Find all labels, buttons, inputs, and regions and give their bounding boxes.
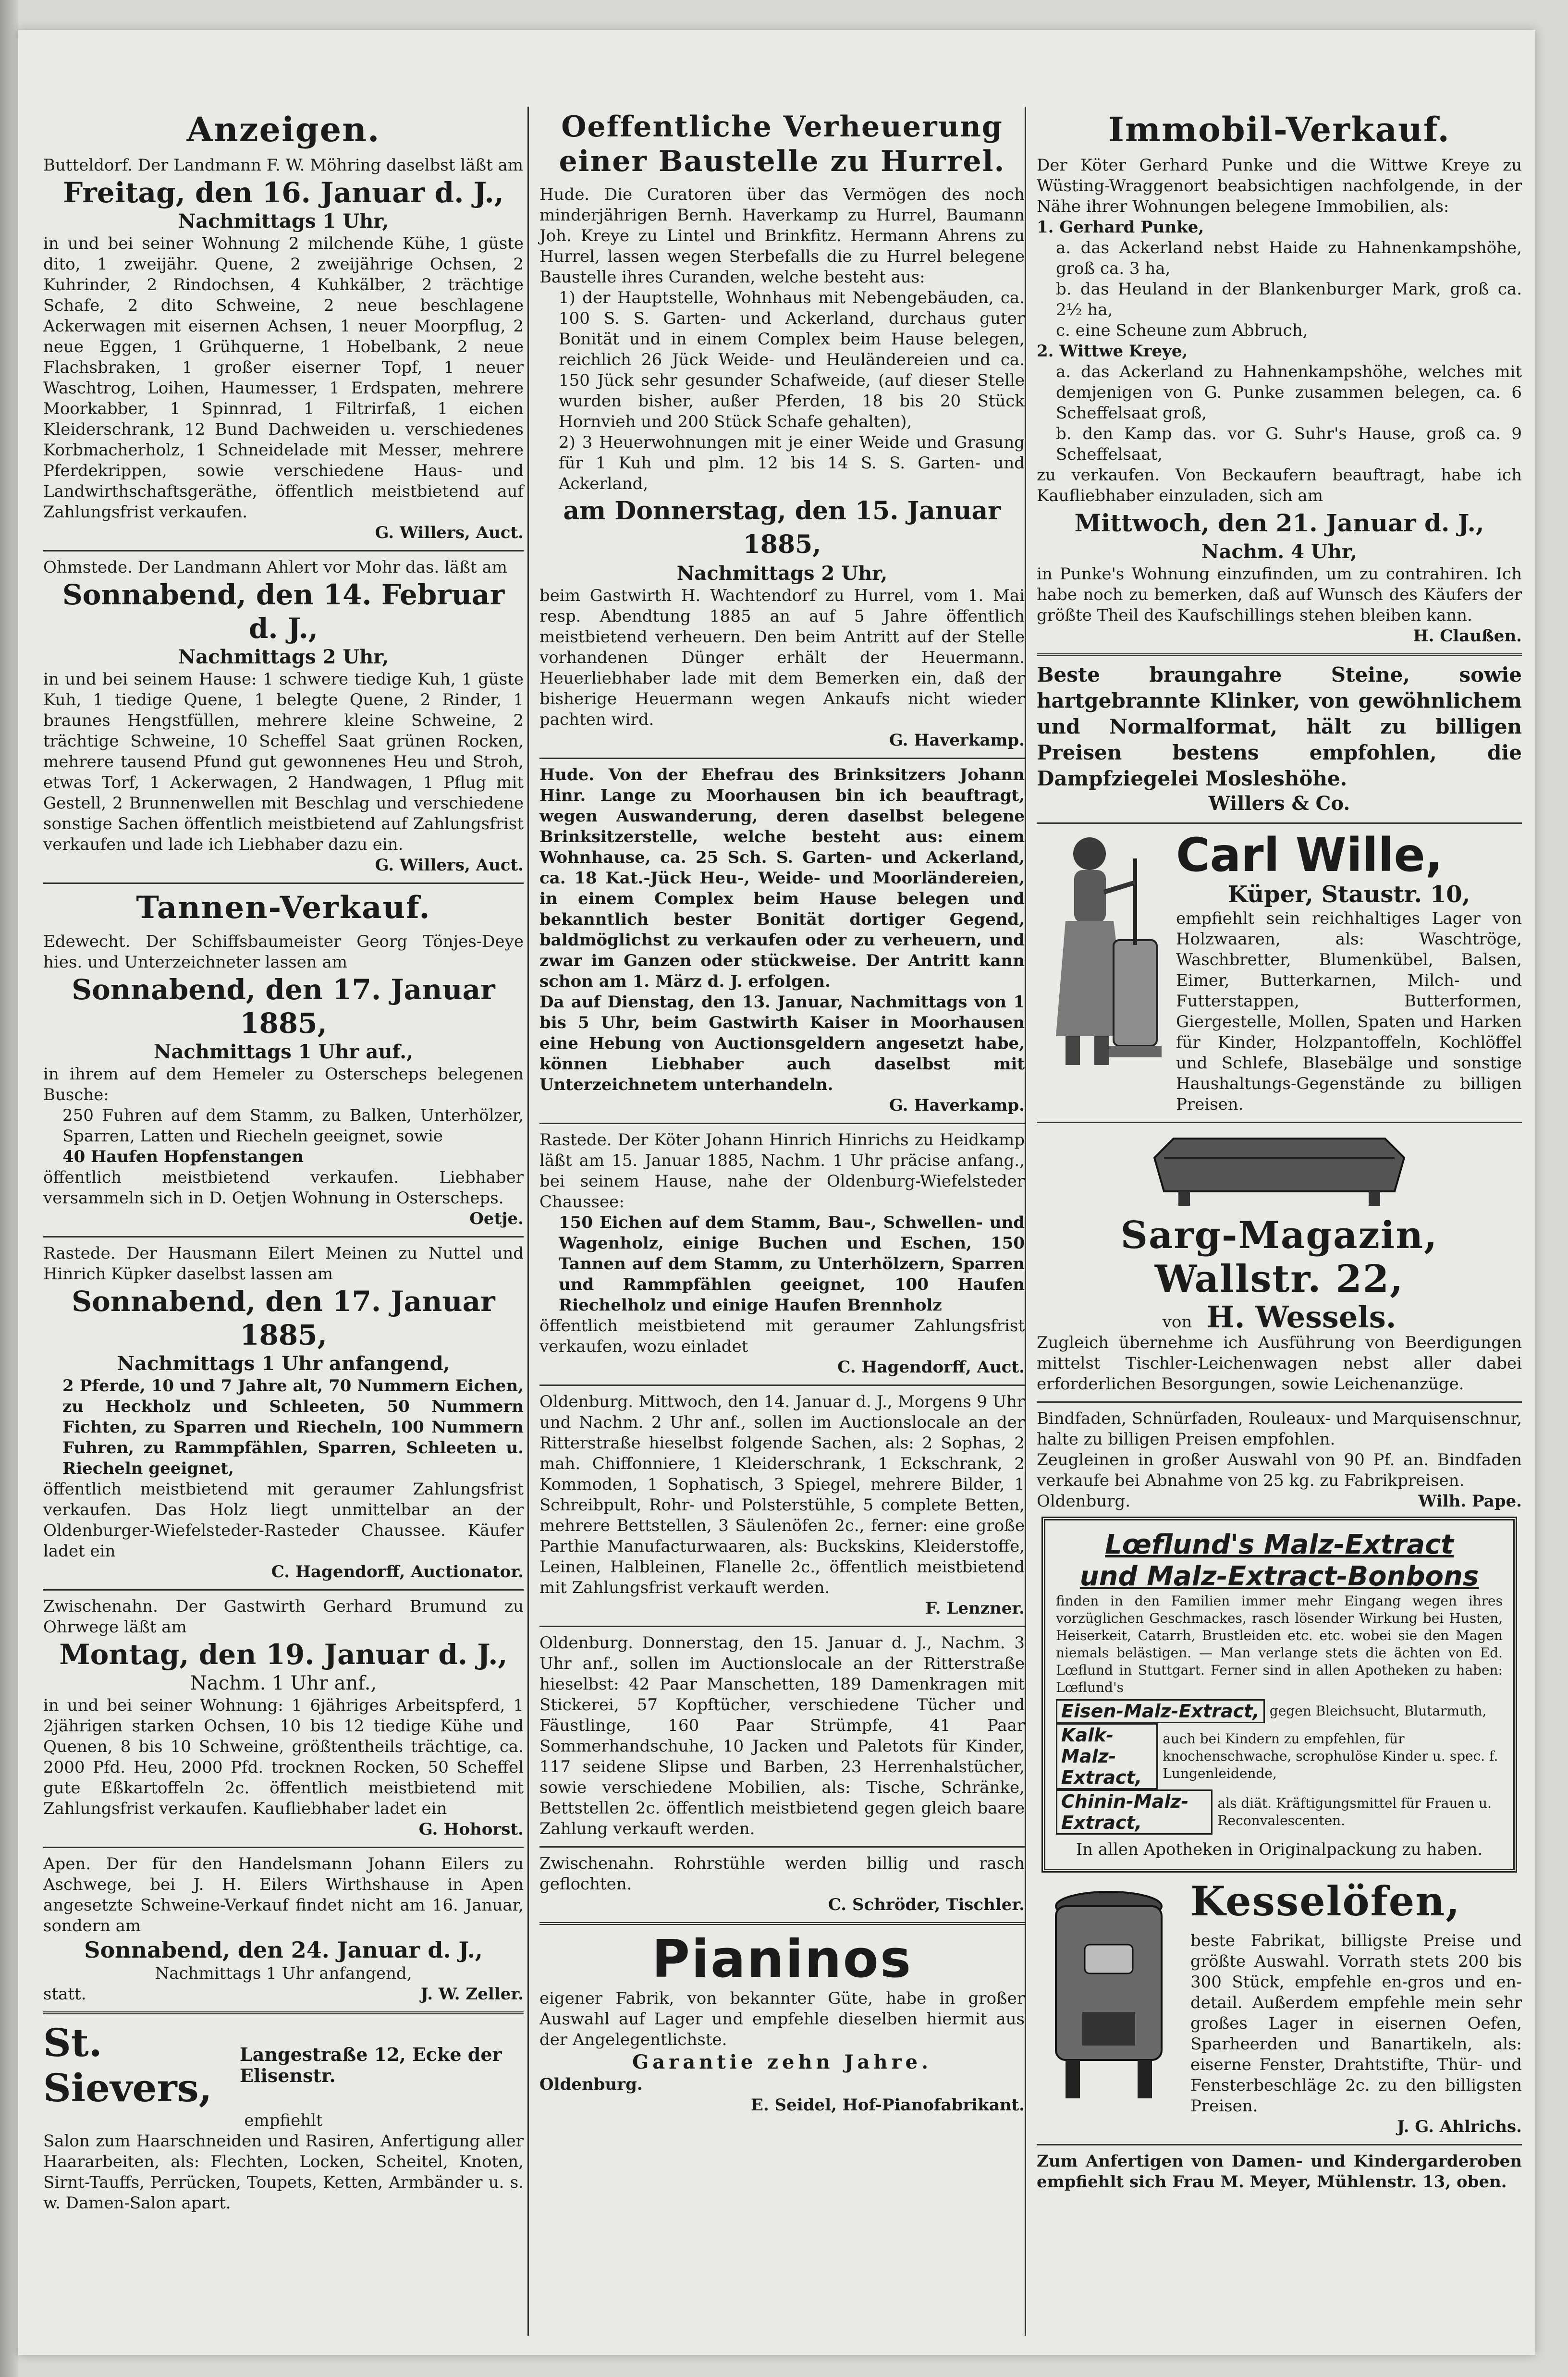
ad-signature: E. Seidel, Hof-Pianofabrikant.: [750, 2095, 1025, 2115]
ad-signature: Oetje.: [469, 1209, 524, 1228]
product-desc: auch bei Kindern zu empfehlen, für knochenschwache, scrophulöse Kinder u. spec. f. Lungenleidende,: [1163, 1731, 1498, 1781]
ad-heading: 1. Gerhard Punke,: [1037, 218, 1204, 237]
product-row: [1056, 1723, 1503, 1789]
section-title-verheuerung: Oeffentliche Verheuerung einer Baustelle zu Hurrel.: [559, 110, 1005, 178]
ad-date: Montag, den 19. Januar d. J.,: [59, 1638, 508, 1671]
ad-pianinos: [539, 1931, 1025, 2116]
ad-body: in Punke's Wohnung einzufinden, um zu contrahiren. Ich habe noch zu bemerken, daß auf Wunsch des Käufers der größte Theil des Kaufschillings stehen bleiben kann.: [1037, 564, 1522, 625]
ad-address: Langestraße 12, Ecke der Elisenstr.: [240, 2044, 502, 2086]
ad-item: c. eine Scheune zum Abbruch,: [1056, 321, 1308, 340]
ad-time: Nachmittags 2 Uhr,: [676, 562, 888, 585]
ad-oldenburg-mobilien: [539, 1392, 1025, 1619]
divider: [539, 1922, 1025, 1925]
ad-pape: [1037, 1409, 1522, 1512]
section-title-immobil: Immobil-Verkauf.: [1108, 110, 1450, 149]
ad-time: Nachmittags 2 Uhr,: [178, 646, 389, 668]
column-right: [1025, 107, 1522, 2336]
ad-body: beste Fabrikat, billigste Preise und größte Auswahl. Vorrath stets 200 bis 300 Stück, empfehle en-gros und en-detail. Außerdem empfehle mein sehr großes Lager in eisernen Oefen, Sparheerden und Banartikeln, als: eiserne Fenster, Drahtstifte, Thür- und Fensterbeschläge 2c. zu den billigsten Preisen.: [1190, 1931, 1522, 2116]
product-desc: als diät. Kräftigungsmittel für Frauen u. Reconvalescenten.: [1217, 1795, 1492, 1828]
ad-title: Lœflund's Malz-Extract: [1105, 1529, 1454, 1560]
ad-signature: Wilh. Pape.: [1418, 1492, 1522, 1511]
ad-body: in und bei seiner Wohnung 2 milchende Kühe, 1 güste dito, 1 zweijähr. Quene, 2 zweijährige Ochsen, 2 Kuhrinder, 2 Rindochsen, 4 Kuhkälber, 2 trächtige Schafe, 2 dito Schweine, 2 neue beschlagene Ackerwagen mit eisernen Achsen, 1 neuer Moorpflug, 2 neue Eggen, 1 Grühquerne, 1 Hobelbank, 2 neue Flachsbraken, 1 großer eiserner Topf, 1 neuer Waschtrog, Loihen, Haumesser, 1 Erdspaten, mehrere Moorkabber, 1 Spinnrad, 1 Filtrirfaß, 1 eichen Kleiderschrank, 12 Bund Dachweiden u. verschiedenes Korbmacherholz, 1 Schneidelade mit Messer, mehrere Pferdekrippen, sowie verschiedene Haus- und Landwirthschaftsgeräthe, öffentlich meistbietend auf Zahlungsfrist verkaufen.: [43, 234, 524, 522]
ad-item: 1) der Hauptstelle, Wohnhaus mit Nebengebäuden, ca. 100 S. S. Garten- und Ackerland, durchaus guter Bonität und in einem Complex beim Hause belegen, reichlich 26 Jück Weide- und Heuländereien und ca. 150 Jück sehr gesunder Schafweide, (auf dieser Stelle wurden bisher, außer Pferden, 18 bis 20 Stück Hornvieh und 200 Stück Schafe gehalten),: [559, 288, 1025, 431]
ad-time: Nachm. 1 Uhr anf.,: [190, 1672, 377, 1694]
ad-body: Oldenburg. Donnerstag, den 15. Januar d. J., Nachm. 3 Uhr anf., sollen im Auctionslocale an der Ritterstraße hieselbst: 42 Paar Manschetten, 189 Damenkragen mit Stickerei, 57 Kopftücher, verschiedene Tücher und Fäustlinge, 160 Paar Strümpfe, 41 Paar Sommerhandschuhe, 10 Jacken und Paletots für Kinder, 117 seidene Slipse und Barben, 23 Herrenhalstücher, sowie verschiedene Mobilien, als: Tische, Schränke, Bettstellen 2c. öffentlich meistbietend gegen gleich baare Zahlung verkauft werden.: [539, 1633, 1025, 1838]
ad-time: Nachmittags 1 Uhr anfangend,: [155, 1964, 412, 1983]
ad-immobil: [1037, 155, 1522, 647]
ad-body: öffentlich meistbietend verkaufen. Liebhaber versammeln sich in D. Oetjen Wohnung in Osterscheps.: [43, 1168, 524, 1208]
ad-time: Nachmittags 1 Uhr anfangend,: [117, 1352, 450, 1375]
ad-item: 40 Haufen Hopfenstangen: [62, 1147, 304, 1166]
ad-von: von: [1162, 1312, 1192, 1332]
product-kalk: Kalk-Malz-Extract,: [1056, 1723, 1158, 1789]
ad-title: Sarg-Magazin, Wallstr. 22,: [1120, 1213, 1438, 1301]
ad-sarg-magazin: [1037, 1129, 1522, 1395]
ad-body: Da auf Dienstag, den 13. Januar, Nachmittags von 1 bis 5 Uhr, beim Gastwirth Kaiser in Moorhausen eine Hebung von Auctionsgeldern angesetzt habe, können Liebhaber auch daselbst mit Unterzeichnetem unterhandeln.: [539, 992, 1025, 1094]
ad-meyer: [1037, 2151, 1522, 2193]
ad-name: H. Wessels.: [1206, 1299, 1396, 1335]
ad-header: [43, 2020, 524, 2110]
divider: [43, 882, 524, 884]
ad-signature: Willers & Co.: [1208, 792, 1350, 815]
ad-butteldorf: [43, 155, 524, 543]
ad-address: Küper, Staustr. 10,: [1227, 881, 1470, 908]
ad-body: Oldenburg. Mittwoch, den 14. Januar d. J., Morgens 9 Uhr und Nachm. 2 Uhr anf., sollen im Auctionslocale an der Ritterstraße hieselbst folgende Sachen, als: 2 Sophas, 2 mah. Chiffonniere, 1 Kleiderschrank, 1 Eckschrank, 2 Kommoden, 1 Sophatisch, 3 Spiegel, mehrere Bilder, 1 Schreibpult, Rohr- und Polsterstühle, 5 complete Betten, mehrere Bettstellen, 3 Säulenöfen 2c., ferner: eine große Parthie Manufacturwaaren, als: Buckskins, Kleiderstoffe, Leinen, Halbleinen, Flanelle 2c., öffentlich meistbietend mit Zahlungsfrist verkauft werden.: [539, 1392, 1025, 1597]
ad-body: eigener Fabrik, von bekannter Güte, habe in großer Auswahl auf Lager und empfehle dieselben hiermit aus der Angelegentlichste.: [539, 1989, 1025, 2049]
divider: [1037, 1122, 1522, 1123]
ad-signature: G. Willers, Auct.: [375, 523, 524, 542]
ad-items: 150 Eichen auf dem Stamm, Bau-, Schwellen- und Wagenholz, einige Buchen und Eschen, 150 Tannen auf dem Stamm, zu Unterhölzern, Sparren und Rammpfählen geeignet, 100 Haufen Riechelholz und einige Haufen Brennholz: [559, 1213, 1025, 1315]
ad-body: beim Gastwirth H. Wachtendorf zu Hurrel, vom 1. Mai resp. Abendtung 1885 an auf 5 Jahre öffentlich meistbietend verheuern. Den beim Antritt auf der Stelle vorhandenen Dünger erhält der Heuermann. Heuerliebhaber lade mit dem Bemerken ein, daß der bisherige Heuermann wegen Ankaufs nicht wieder pachten wird.: [539, 586, 1025, 729]
ad-body: öffentlich meistbietend mit geraumer Zahlungsfrist verkaufen, wozu einladet: [539, 1316, 1025, 1356]
ad-signature: C. Hagendorff, Auct.: [837, 1358, 1025, 1377]
ad-body: in und bei seiner Wohnung: 1 6jähriges Arbeitspferd, 1 2jährigen starken Ochsen, 10 bis 12 tiedige Kühe und Quenen, 8 bis 10 Schweine, größtentheils trächtige, ca. 2000 Pfd. Heu, 2000 Pfd. trocknen Rocken, 50 Scheffel gute Eßkartoffeln 2c. öffentlich meistbietend mit Zahlungsfrist verkaufen. Kaufliebhaber ladet ein: [43, 1696, 524, 1818]
ad-heidkamp: [539, 1130, 1025, 1378]
ad-intro: Zwischenahn. Der Gastwirth Gerhard Brumund zu Ohrwege läßt am: [43, 1597, 524, 1637]
product-desc: gegen Bleichsucht, Blutarmuth,: [1269, 1703, 1487, 1719]
ad-date: Sonnabend, den 24. Januar d. J.,: [84, 1937, 483, 1963]
ad-date: Mittwoch, den 21. Januar d. J.,: [1074, 509, 1484, 537]
ad-body: empfiehlt sein reichhaltiges Lager von Holzwaaren, als: Waschtröge, Waschbretter, Blumenkübel, Balsen, Eimer, Butterkarnen, Milch- und Futterstappen, Butterformen, Giergestelle, Mollen, Spaten und Harken für Kinder, Holzpantoffeln, Kochlöffel und Schlefe, Blasebälge und sonstige Haushaltungs-Gegenstände zu billigen Preisen.: [1176, 909, 1522, 1114]
ad-body: finden in den Familien immer mehr Eingang wegen ihres vorzüglichen Geschmackes, rasch lösender Wirkung bei Husten, Heiserkeit, Catarrh, Brustleiden etc. etc. wobei sie den Magen niemals belästigen. — Man verlange stets die ächten von Ed. Lœflund in Stuttgart. Ferner sind in allen Apotheken zu haben: Lœflund's: [1056, 1593, 1503, 1695]
product-chinin: Chinin-Malz-Extract,: [1056, 1789, 1213, 1835]
ad-body: Hude. Die Curatoren über das Vermögen des noch minderjährigen Bernh. Haverkamp zu Hurrel, Baumann Joh. Kreye zu Lintel und Brinkfitz. Hermann Ahrens zu Hurrel, lassen wegen Sterbefalls die zu Hurrel belegene Baustelle ihres Curanden, welche besteht aus:: [539, 185, 1025, 287]
ad-body: Beste braungahre Steine, sowie hartgebrannte Klinker, von gewöhnlichem und Normalformat, hält zu billigen Preisen bestens empfohlen, die Dampfziegelei Mosleshöhe.: [1037, 663, 1522, 790]
ad-hurrel: [539, 184, 1025, 751]
ad-body: Salon zum Haarschneiden und Rasiren, Anfertigung aller Haararbeiten, als: Flechten, Locken, Scheitel, Knoten, Sirnt-Tauffs, Perrücken, Toupets, Ketten, Armbänder u. s. w. Damen-Salon apart.: [43, 2132, 524, 2213]
ad-tail: [43, 1984, 524, 2005]
divider: [43, 1236, 524, 1238]
ad-body: Bindfaden, Schnürfaden, Rouleaux- und Marquisenschnur, halte zu billigen Preisen empfohlen.: [1037, 1409, 1522, 1449]
ad-items: 2 Pferde, 10 und 7 Jahre alt, 70 Nummern Eichen, zu Heckholz und Schleeten, 50 Nummern Fichten, zu Sparren und Riecheln, 100 Nummern Fuhren, zu Rammpfählen, Sparren, Schleeten u. Riecheln geeignet,: [62, 1376, 524, 1478]
ad-item: a. das Ackerland zu Hahnenkampshöhe, welches mit demjenigen von G. Punke zusammen belegen, ca. 6 Scheffelsaat groß,: [1056, 362, 1522, 423]
ad-body: öffentlich meistbietend mit geraumer Zahlungsfrist verkaufen. Das Holz liegt unmittelbar an der Oldenburger-Wiefelsteder-Rasteder Chaussee. Käufer ladet ein: [43, 1480, 524, 1561]
ad-intro: Apen. Der für den Handelsmann Johann Eilers zu Aschwege, bei J. H. Eilers Wirthshause in Apen angesetzte Schweine-Verkauf findet nicht am 16. Januar, sondern am: [43, 1854, 524, 1936]
ad-title: Pianinos: [651, 1929, 913, 1989]
ad-signature: C. Hagendorff, Auctionator.: [271, 1562, 524, 1581]
ad-title: Tannen-Verkauf.: [136, 890, 431, 926]
ad-footer: In allen Apotheken in Originalpackung zu haben.: [1076, 1840, 1483, 1859]
ad-intro: Butteldorf. Der Landmann F. W. Möhring daselbst läßt am: [43, 156, 524, 175]
ad-tail-text: statt.: [43, 1985, 86, 2004]
newspaper-page: [18, 30, 1535, 2355]
ad-heading: 2. Wittwe Kreye,: [1037, 342, 1188, 361]
ad-time: Nachmittags 1 Uhr auf.,: [153, 1041, 414, 1063]
ad-time: Nachm. 4 Uhr,: [1201, 540, 1357, 563]
ad-place: Oldenburg.: [539, 2075, 643, 2094]
ad-body: in ihrem auf dem Hemeler zu Osterscheps belegenen Busche:: [43, 1065, 524, 1104]
ad-signature: F. Lenzner.: [925, 1599, 1025, 1618]
column-left: [43, 107, 524, 2214]
ad-signature: H. Claußen.: [1413, 626, 1522, 646]
ad-intro: Ohmstede. Der Landmann Ahlert vor Mohr das. läßt am: [43, 558, 507, 577]
ad-recommend: empfiehlt: [244, 2111, 323, 2130]
ad-oldenburg-waaren: [539, 1633, 1025, 1839]
ad-item: b. das Heuland in der Blankenburger Mark, groß ca. 2½ ha,: [1056, 280, 1522, 319]
ad-ohmstede: [43, 557, 524, 876]
ad-zwischenahn: [43, 1596, 524, 1840]
ad-footer: [1037, 1491, 1522, 1512]
ad-name: St. Sievers,: [43, 2020, 212, 2110]
ad-place: Oldenburg.: [1037, 1492, 1131, 1511]
divider: [539, 758, 1025, 759]
ad-signature: G. Willers, Auct.: [375, 856, 524, 875]
ad-guarantee: Garantie zehn Jahre.: [632, 2051, 932, 2073]
divider: [539, 1846, 1025, 1848]
divider: [43, 2011, 524, 2014]
ad-item: 250 Fuhren auf dem Stamm, zu Balken, Unterhölzer, Sparren, Latten und Riecheln geeignet, sowie: [62, 1106, 524, 1146]
ad-date: Sonnabend, den 17. Januar 1885,: [72, 973, 495, 1040]
ad-title: Kesselöfen,: [1190, 1877, 1461, 1925]
ad-date: Sonnabend, den 17. Januar 1885,: [72, 1285, 495, 1351]
divider: [539, 1626, 1025, 1627]
kettle-stove-illustration: [1037, 1877, 1181, 2118]
ad-body: in und bei seinem Hause: 1 schwere tiedige Kuh, 1 güste Kuh, 1 tiedige Quene, 1 belegte Quene, 2 Rinder, 1 braunes Hengstfüllen, mehrere kleine Schweine, 2 trächtige Schweine, 10 Scheffel Saat grünen Rocken, mehrere tausend Pfund gut gewonnenes Heu und Stroh, etwas Torf, 1 Ackerwagen, 2 Handwagen, 1 Pflug mit Gestell, 2 Brunnenwellen mit Beschlag und verschiedene sonstige Sachen öffentlich meistbietend auf Zahlungsfrist verkaufen und lade ich Liebhaber dazu ein.: [43, 670, 524, 854]
ad-apen: [43, 1854, 524, 2005]
ad-ziegelei: [1037, 662, 1522, 816]
ad-intro: Edewecht. Der Schiffsbaumeister Georg Tönjes-Deye hies. und Unterzeichneter lassen am: [43, 932, 524, 972]
divider: [43, 550, 524, 551]
ad-tannen-verkauf: [43, 890, 524, 1229]
ad-subtitle: und Malz-Extract-Bonbons: [1079, 1561, 1479, 1592]
ad-signature: G. Haverkamp.: [889, 1096, 1025, 1115]
ad-name-line: [1037, 1299, 1522, 1335]
section-title-anzeigen: Anzeigen.: [186, 110, 380, 149]
ad-sievers: [43, 2020, 524, 2214]
ad-date: am Donnerstag, den 15. Januar 1885,: [563, 496, 1001, 559]
divider: [1037, 1401, 1522, 1403]
ad-loeflund-box: [1041, 1517, 1517, 1873]
ad-signature: J. G. Ahlrichs.: [1397, 2117, 1522, 2136]
column-middle: [527, 107, 1025, 2336]
divider: [539, 1385, 1025, 1386]
ad-name: Carl Wille,: [1176, 828, 1443, 882]
ad-intro: Der Köter Gerhard Punke und die Wittwe Kreye zu Wüsting-Wraggenort beabsichtigen nachfolgende, in der Nähe ihrer Wohnungen belegene Immobilien, als:: [1037, 156, 1522, 216]
ad-kesseloefen: [1037, 1877, 1522, 2137]
ad-time: Nachmittags 1 Uhr,: [178, 210, 389, 233]
page-edge: [0, 0, 18, 2377]
product-eisen: Eisen-Malz-Extract,: [1056, 1699, 1265, 1723]
ad-item: b. den Kamp das. vor G. Suhr's Hause, groß ca. 9 Scheffelsaat,: [1056, 424, 1522, 464]
ad-carl-wille: [1037, 830, 1522, 1115]
ad-signature: J. W. Zeller.: [420, 1985, 524, 2004]
ad-signature: G. Hohorst.: [418, 1820, 524, 1839]
ad-body: Hude. Von der Ehefrau des Brinksitzers Johann Hinr. Lange zu Moorhausen bin ich beauftragt, wegen Auswanderung, deren daselbst belegene Brinksitzerstelle, welche besteht aus: einem Wohnhause, ca. 25 Sch. S. Garten- und Ackerland, ca. 18 Kat.-Jück Heu-, Weide- und Moorländereien, in einem Complex beim Hause belegen und bekanntlich bester Bonität dortiger Gegend, baldmöglichst zu verkaufen oder zu verheuern, und zwar im Ganzen oder stückweise. Der Antritt kann schon am 1. März d. J. erfolgen.: [539, 765, 1025, 991]
divider: [43, 1589, 524, 1591]
ad-date: Freitag, den 16. Januar d. J.,: [63, 176, 504, 209]
divider: [43, 1847, 524, 1848]
ad-signature: G. Haverkamp.: [889, 731, 1025, 750]
woman-churning-illustration: [1037, 830, 1166, 1099]
coffin-illustration: [1145, 1129, 1414, 1211]
ad-body: Rastede. Der Köter Johann Hinrich Hinrichs zu Heidkamp läßt am 15. Januar 1885, Nachm. 1 Uhr präcise anfang., bei seinem Hause, nahe der Oldenburg-Wiefelsteder Chaussee:: [539, 1130, 1025, 1212]
ad-date: Sonnabend, den 14. Februar d. J.,: [62, 578, 505, 645]
ad-body: Zugleich übernehme ich Ausführung von Beerdigungen mittelst Tischler-Leichenwagen nebst aller dabei erforderlichen Besorgungen, sowie Leichenanzüge.: [1037, 1333, 1522, 1394]
ad-item: 2) 3 Heuerwohnungen mit je einer Weide und Grasung für 1 Kuh und plm. 12 bis 14 S. S. Garten- und Ackerland,: [559, 433, 1025, 493]
ad-body: Zwischenahn. Rohrstühle werden billig und rasch geflochten.: [539, 1854, 1025, 1894]
divider: [1037, 2144, 1522, 2145]
product-row: [1056, 1699, 1503, 1723]
product-row: [1056, 1789, 1503, 1835]
ad-item: a. das Ackerland nebst Haide zu Hahnenkampshöhe, groß ca. 3 ha,: [1056, 238, 1522, 278]
ad-body: zu verkaufen. Von Beckaufern beauftragt, habe ich Kaufliebhaber einzuladen, sich am: [1037, 466, 1522, 505]
divider: [1037, 822, 1522, 824]
ad-body: Zum Anfertigen von Damen- und Kindergarderoben empfiehlt sich Frau M. Meyer, Mühlenstr. 13, oben.: [1037, 2152, 1522, 2192]
ad-rastede: [43, 1243, 524, 1582]
divider: [539, 1123, 1025, 1124]
ad-moorhausen: [539, 765, 1025, 1116]
ad-rohrstuehle: [539, 1853, 1025, 1915]
ad-intro: Rastede. Der Hausmann Eilert Meinen zu Nuttel und Hinrich Küpker daselbst lassen am: [43, 1244, 524, 1284]
ad-signature: C. Schröder, Tischler.: [828, 1895, 1025, 1914]
ad-body: Zeugleinen in großer Auswahl von 90 Pf. an. Bindfaden verkaufe bei Abnahme von 25 kg. zu Fabrikpreisen.: [1037, 1450, 1522, 1490]
divider: [1037, 653, 1522, 656]
